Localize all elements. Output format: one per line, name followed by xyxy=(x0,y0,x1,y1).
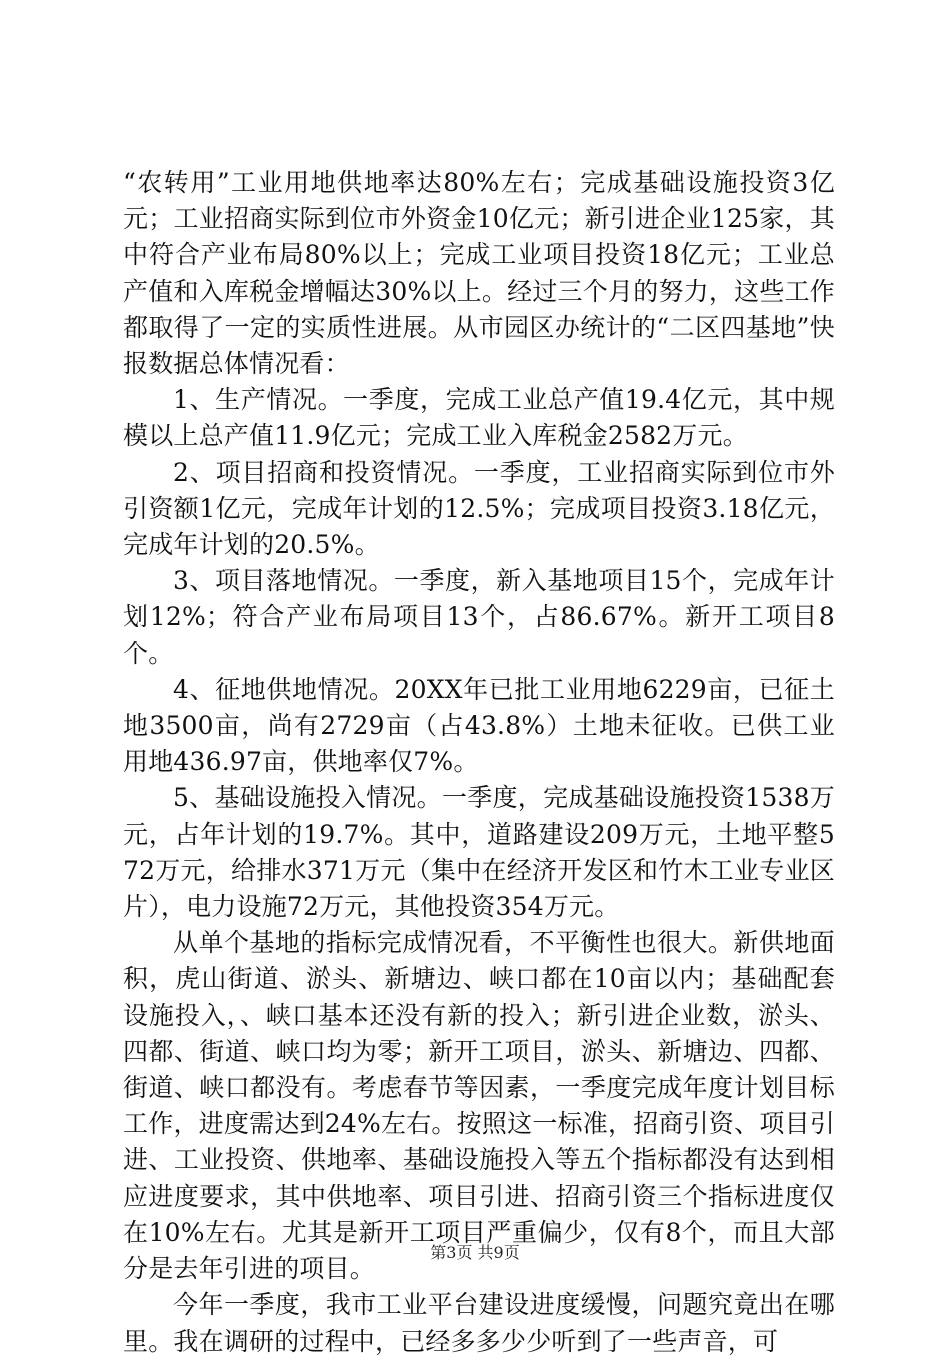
paragraph-land: 4、征地供地情况。20XX年已批工业用地6229亩，已征土地3500亩，尚有2729亩（占43.8%）土地未征收。已供工业用地436.97亩，供地率仅7%。 xyxy=(123,674,835,777)
paragraph-base-analysis: 从单个基地的指标完成情况看，不平衡性也很大。新供地面积，虎山街道、淤头、新塘边、峡口都在10亩以内；基础配套设施投入，、峡口基本还没有新的投入；新引进企业数，淤头、四都、街道、峡口均为零；新开工项目，淤头、新塘边、四都、街道、峡口都没有。考虑春节等因素，一季度完成年度计划目标工作，进度需达到24%左右。按照这一标准，招商引资、项目引进、工业投资、供地率、基础设施投入等五个指标都没有达到相应进度要求，其中供地率、项目引进、招商引资三个指标进度仅在10%左右。尤其是新开工项目严重偏少，仅有8个，而且大部分是去年引进的项目。 xyxy=(123,928,835,1284)
paragraph-intro: “农转用”工业用地供地率达80%左右；完成基础设施投资3亿元；工业招商实际到位市外资金10亿元；新引进企业125家，其中符合产业布局80%以上；完成工业项目投资18亿元；工业总产值和入库税金增幅达30%以上。经过三个月的努力，这些工作都取得了一定的实质性进展。从市园区办统计的“二区四基地”快报数据总体情况看： xyxy=(123,168,835,379)
page-number-footer: 第3页 共9页 xyxy=(430,1243,520,1262)
paragraph-investment: 2、项目招商和投资情况。一季度，工业招商实际到位市外引资额1亿元，完成年计划的12.5%；完成项目投资3.18亿元，完成年计划的20.5%。 xyxy=(123,457,835,560)
paragraph-projects: 3、项目落地情况。一季度，新入基地项目15个，完成年计划12%；符合产业布局项目13个，占86.67%。新开工项目8个。 xyxy=(123,566,835,668)
paragraph-production: 1、生产情况。一季度，完成工业总产值19.4亿元，其中规模以上总产值11.9亿元；完成工业入库税金2582万元。 xyxy=(123,385,835,451)
document-body xyxy=(123,165,835,1360)
paragraph-problems: 今年一季度，我市工业平台建设进度缓慢，问题究竟出在哪里。我在调研的过程中，已经多多少少听到了一些声音，可 xyxy=(123,1290,835,1356)
paragraph-infrastructure: 5、基础设施投入情况。一季度，完成基础设施投资1538万元，占年计划的19.7%。其中，道路建设209万元，土地平整572万元，给排水371万元（集中在经济开发区和竹木工业专业区片），电力设施72万元，其他投资354万元。 xyxy=(123,783,835,922)
